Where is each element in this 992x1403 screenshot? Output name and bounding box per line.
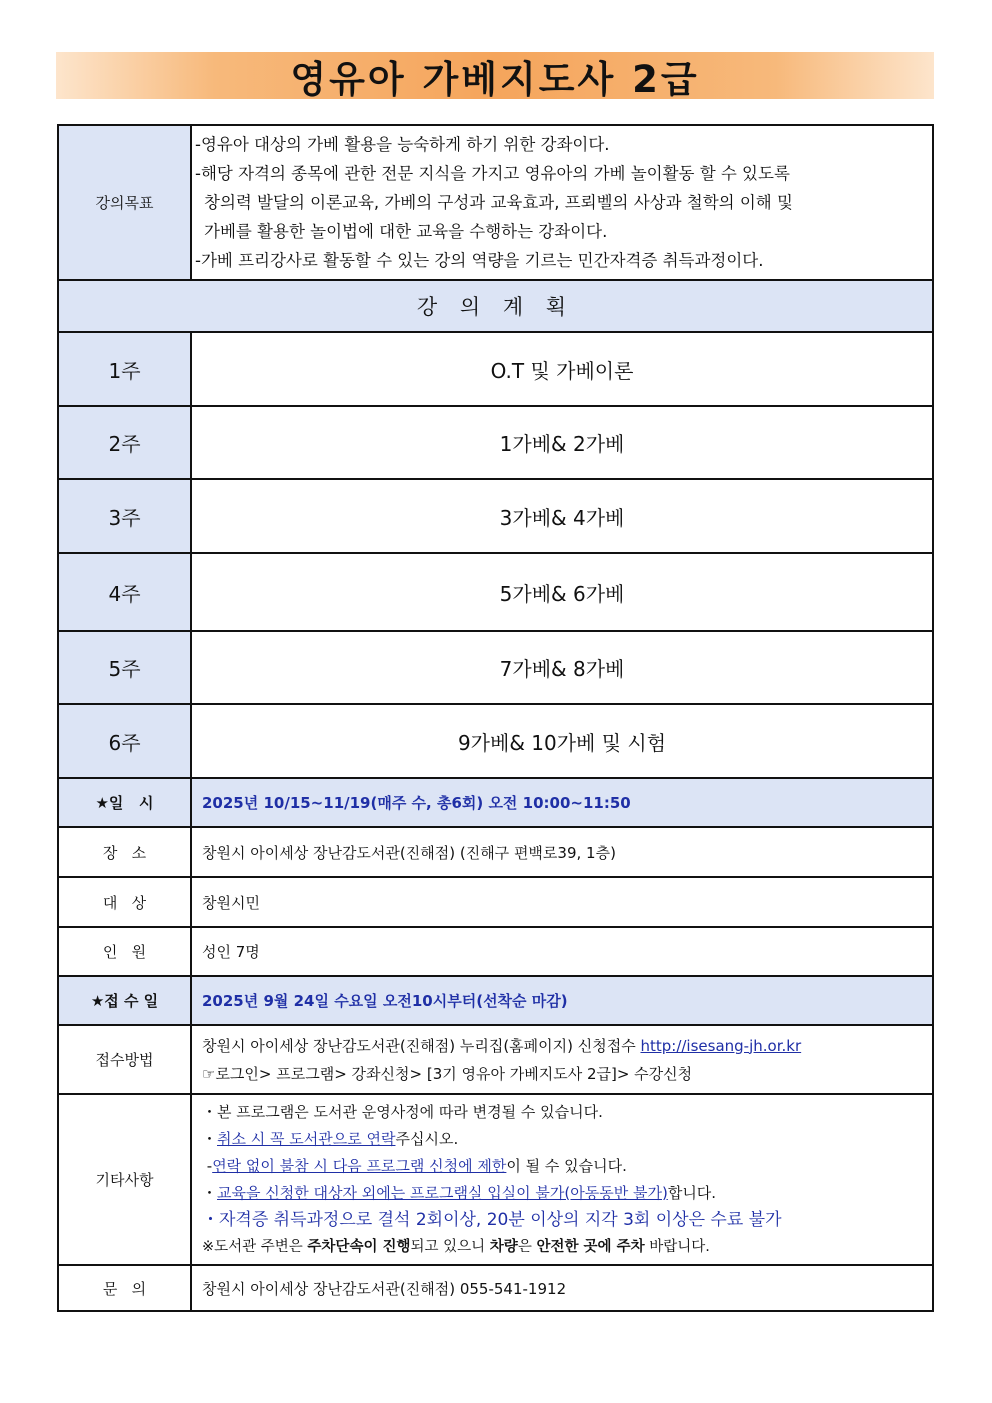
registration-label: ★접 수 일 xyxy=(58,976,191,1025)
contact-row xyxy=(58,1265,933,1311)
week-topic: 5가베& 6가베 xyxy=(191,553,933,631)
goal-line: -영유아 대상의 가베 활용을 능숙하게 하기 위한 강좌이다. xyxy=(195,135,610,154)
registration-value: 2025년 9월 24일 수요일 오전10시부터(선착순 마감) xyxy=(191,976,933,1025)
week-row xyxy=(58,704,933,778)
note-text: 이 될 수 있습니다. xyxy=(506,1156,627,1175)
week-row xyxy=(58,631,933,704)
contact-label: 문 의 xyxy=(58,1265,191,1311)
note-bullet: - xyxy=(202,1156,213,1175)
note-text: 합니다. xyxy=(667,1183,717,1202)
notes-label: 기타사항 xyxy=(58,1094,191,1265)
week-topic: O.T 및 가베이론 xyxy=(191,332,933,406)
schedule-row xyxy=(58,778,933,827)
note-text: 바랍니다. xyxy=(644,1238,710,1255)
notes-content xyxy=(191,1094,933,1265)
note-item xyxy=(202,1180,932,1207)
goal-line: 창의력 발달의 이론교육, 가베의 구성과 교육효과, 프뢰벨의 사상과 철학의 이해 및 xyxy=(204,193,793,212)
week-label: 6주 xyxy=(58,704,191,778)
note-text: 되고 있으니 xyxy=(410,1238,490,1255)
note-bold: 차량 xyxy=(489,1238,518,1255)
week-label: 4주 xyxy=(58,553,191,631)
method-row xyxy=(58,1025,933,1094)
capacity-row xyxy=(58,927,933,976)
target-value: 창원시민 xyxy=(191,877,933,927)
capacity-value: 성인 7명 xyxy=(191,927,933,976)
week-row xyxy=(58,332,933,406)
week-label: 1주 xyxy=(58,332,191,406)
course-info-table xyxy=(57,124,934,1312)
note-bullet: ・ xyxy=(202,1129,218,1148)
goal-line: -가베 프리강사로 활동할 수 있는 강의 역량을 기르는 민간자격증 취득과정이다. xyxy=(195,251,764,270)
method-text: 창원시 아이세상 장난감도서관(진해점) 누리집(홈페이지) 신청접수 xyxy=(202,1036,641,1055)
note-item xyxy=(202,1153,932,1180)
note-bold: 안전한 곳에 주차 xyxy=(536,1238,645,1255)
schedule-value: 2025년 10/15~11/19(매주 수, 총6회) 오전 10:00~11:50 xyxy=(191,778,933,827)
goal-line: -해당 자격의 종목에 관한 전문 지식을 가지고 영유아의 가베 놀이활동 할 수 있도록 xyxy=(195,164,790,183)
week-row xyxy=(58,406,933,479)
week-topic: 7가베& 8가베 xyxy=(191,631,933,704)
note-emphasis: 교육을 신청한 대상자 외에는 프로그램실 입실이 불가(아동동반 불가) xyxy=(217,1183,668,1202)
week-label: 5주 xyxy=(58,631,191,704)
registration-row xyxy=(58,976,933,1025)
method-steps: ☞로그인> 프로그램> 강좌신청> [3기 영유아 가베지도사 2급]> 수강신청 xyxy=(202,1064,693,1083)
week-topic: 3가베& 4가베 xyxy=(191,479,933,553)
note-item xyxy=(202,1234,932,1261)
method-line xyxy=(202,1032,932,1060)
target-row xyxy=(58,877,933,927)
target-label: 대 상 xyxy=(58,877,191,927)
note-item: ・본 프로그램은 도서관 운영사정에 따라 변경될 수 있습니다. xyxy=(202,1102,603,1121)
method-content xyxy=(191,1025,933,1094)
goal-line: 가베를 활용한 놀이법에 대한 교육을 수행하는 강좌이다. xyxy=(204,222,608,241)
note-item: ・자격증 취득과정으로 결석 2회이상, 20분 이상의 지각 3회 이상은 수료 불가 xyxy=(202,1209,782,1230)
notes-row xyxy=(58,1094,933,1265)
capacity-label: 인 원 xyxy=(58,927,191,976)
contact-value: 창원시 아이세상 장난감도서관(진해점) 055-541-1912 xyxy=(191,1265,933,1311)
method-label: 접수방법 xyxy=(58,1025,191,1094)
week-row xyxy=(58,479,933,553)
note-emphasis: 연락 없이 불참 시 다음 프로그램 신청에 제한 xyxy=(212,1156,507,1175)
homepage-link[interactable]: http://isesang-jh.or.kr xyxy=(640,1036,802,1055)
goal-content xyxy=(191,125,933,280)
page-title: 영유아 가베지도사 2급 xyxy=(290,57,700,101)
note-bold: 주차단속이 진행 xyxy=(307,1238,411,1255)
goal-label: 강의목표 xyxy=(58,125,191,280)
note-text: 주십시오. xyxy=(395,1129,459,1148)
plan-heading-row xyxy=(58,280,933,332)
place-value: 창원시 아이세상 장난감도서관(진해점) (진해구 편백로39, 1층) xyxy=(191,827,933,877)
week-label: 3주 xyxy=(58,479,191,553)
place-row xyxy=(58,827,933,877)
note-bullet: ・ xyxy=(202,1183,218,1202)
place-label: 장 소 xyxy=(58,827,191,877)
week-label: 2주 xyxy=(58,406,191,479)
week-topic: 1가베& 2가베 xyxy=(191,406,933,479)
week-row xyxy=(58,553,933,631)
note-item xyxy=(202,1126,932,1153)
week-topic: 9가베& 10가베 및 시험 xyxy=(191,704,933,778)
plan-heading: 강 의 계 획 xyxy=(58,280,933,332)
title-banner xyxy=(56,52,934,99)
schedule-label: ★일 시 xyxy=(58,778,191,827)
goal-row xyxy=(58,125,933,280)
note-text: 은 xyxy=(517,1238,537,1255)
note-emphasis: 취소 시 꼭 도서관으로 연락 xyxy=(217,1129,396,1148)
note-text: ※도서관 주변은 xyxy=(202,1238,308,1255)
